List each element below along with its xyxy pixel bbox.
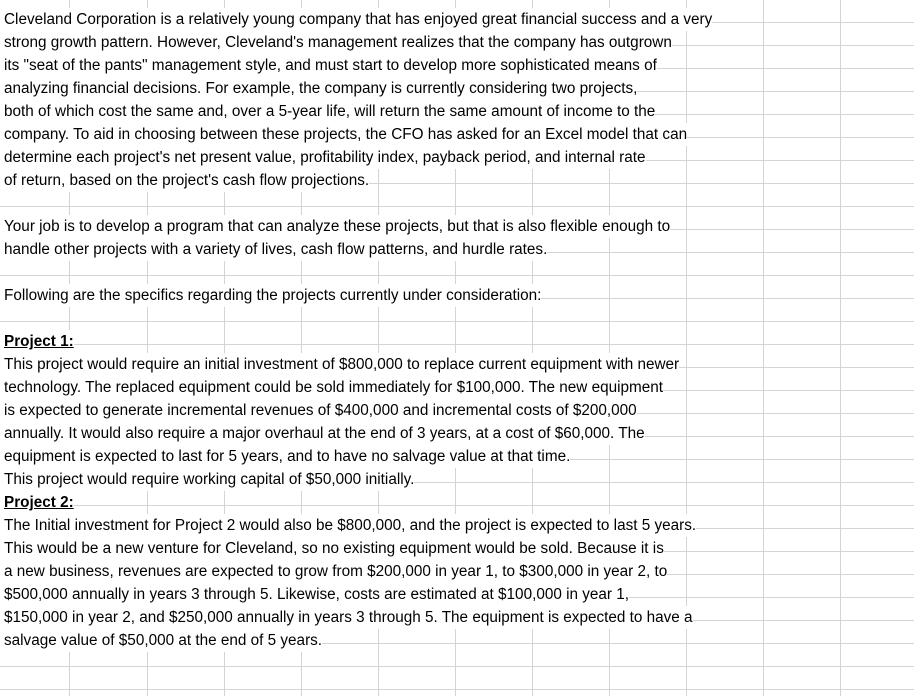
intro-line: determine each project's net present value, profitability index, payback period, and internal rate <box>0 146 646 169</box>
project1-line: This project would require working capital of $50,000 initially. <box>0 468 414 491</box>
project1-heading: Project 1: <box>0 330 74 353</box>
project2-line: $150,000 in year 2, and $250,000 annually in years 3 through 5. The equipment is expected to have a <box>0 606 693 629</box>
project2-line: The Initial investment for Project 2 would also be $800,000, and the project is expected to last 5 years. <box>0 514 696 537</box>
intro-row[interactable] <box>0 169 914 192</box>
job-row[interactable] <box>0 238 914 261</box>
following-line: Following are the specifics regarding the projects currently under consideration: <box>0 284 541 307</box>
project2-row[interactable] <box>0 606 914 629</box>
project1-row[interactable] <box>0 468 914 491</box>
project2-row[interactable] <box>0 583 914 606</box>
intro-row[interactable] <box>0 31 914 54</box>
project2-row[interactable] <box>0 560 914 583</box>
project2-line: a new business, revenues are expected to grow from $200,000 in year 1, to $300,000 in year 2, to <box>0 560 667 583</box>
intro-line: its "seat of the pants" management style, and must start to develop more sophisticated means of <box>0 54 657 77</box>
job-line: handle other projects with a variety of lives, cash flow patterns, and hurdle rates. <box>0 238 547 261</box>
project1-row[interactable] <box>0 353 914 376</box>
project2-line: This would be a new venture for Cleveland, so no existing equipment would be sold. Because it is <box>0 537 664 560</box>
project1-heading-row[interactable] <box>0 330 914 353</box>
project1-line: equipment is expected to last for 5 years, and to have no salvage value at that time. <box>0 445 570 468</box>
project2-heading: Project 2: <box>0 491 74 514</box>
intro-row[interactable] <box>0 146 914 169</box>
project2-line: $500,000 annually in years 3 through 5. Likewise, costs are estimated at $100,000 in year 1, <box>0 583 629 606</box>
project1-row[interactable] <box>0 399 914 422</box>
project1-line: is expected to generate incremental revenues of $400,000 and incremental costs of $200,000 <box>0 399 637 422</box>
intro-row[interactable] <box>0 123 914 146</box>
project1-row[interactable] <box>0 422 914 445</box>
intro-line: of return, based on the project's cash flow projections. <box>0 169 369 192</box>
project2-row[interactable] <box>0 629 914 652</box>
intro-line: strong growth pattern. However, Cleveland's management realizes that the company has outgrown <box>0 31 672 54</box>
job-row[interactable] <box>0 215 914 238</box>
intro-line: company. To aid in choosing between these projects, the CFO has asked for an Excel model that can <box>0 123 687 146</box>
project2-row[interactable] <box>0 514 914 537</box>
project1-row[interactable] <box>0 445 914 468</box>
intro-row[interactable] <box>0 8 914 31</box>
intro-row[interactable] <box>0 100 914 123</box>
project1-row[interactable] <box>0 376 914 399</box>
project1-line: annually. It would also require a major overhaul at the end of 3 years, at a cost of $60,000. The <box>0 422 645 445</box>
project1-line: technology. The replaced equipment could be sold immediately for $100,000. The new equipment <box>0 376 663 399</box>
job-line: Your job is to develop a program that can analyze these projects, but that is also flexible enough to <box>0 215 670 238</box>
intro-line: Cleveland Corporation is a relatively young company that has enjoyed great financial success and a very <box>0 8 712 31</box>
intro-row[interactable] <box>0 77 914 100</box>
intro-row[interactable] <box>0 54 914 77</box>
project1-line: This project would require an initial investment of $800,000 to replace current equipment with newer <box>0 353 679 376</box>
intro-line: analyzing financial decisions. For example, the company is currently considering two projects, <box>0 77 637 100</box>
project2-heading-row[interactable] <box>0 491 914 514</box>
intro-line: both of which cost the same and, over a 5-year life, will return the same amount of income to the <box>0 100 655 123</box>
following-row[interactable] <box>0 284 914 307</box>
project2-line: salvage value of $50,000 at the end of 5 years. <box>0 629 322 652</box>
project2-row[interactable] <box>0 537 914 560</box>
